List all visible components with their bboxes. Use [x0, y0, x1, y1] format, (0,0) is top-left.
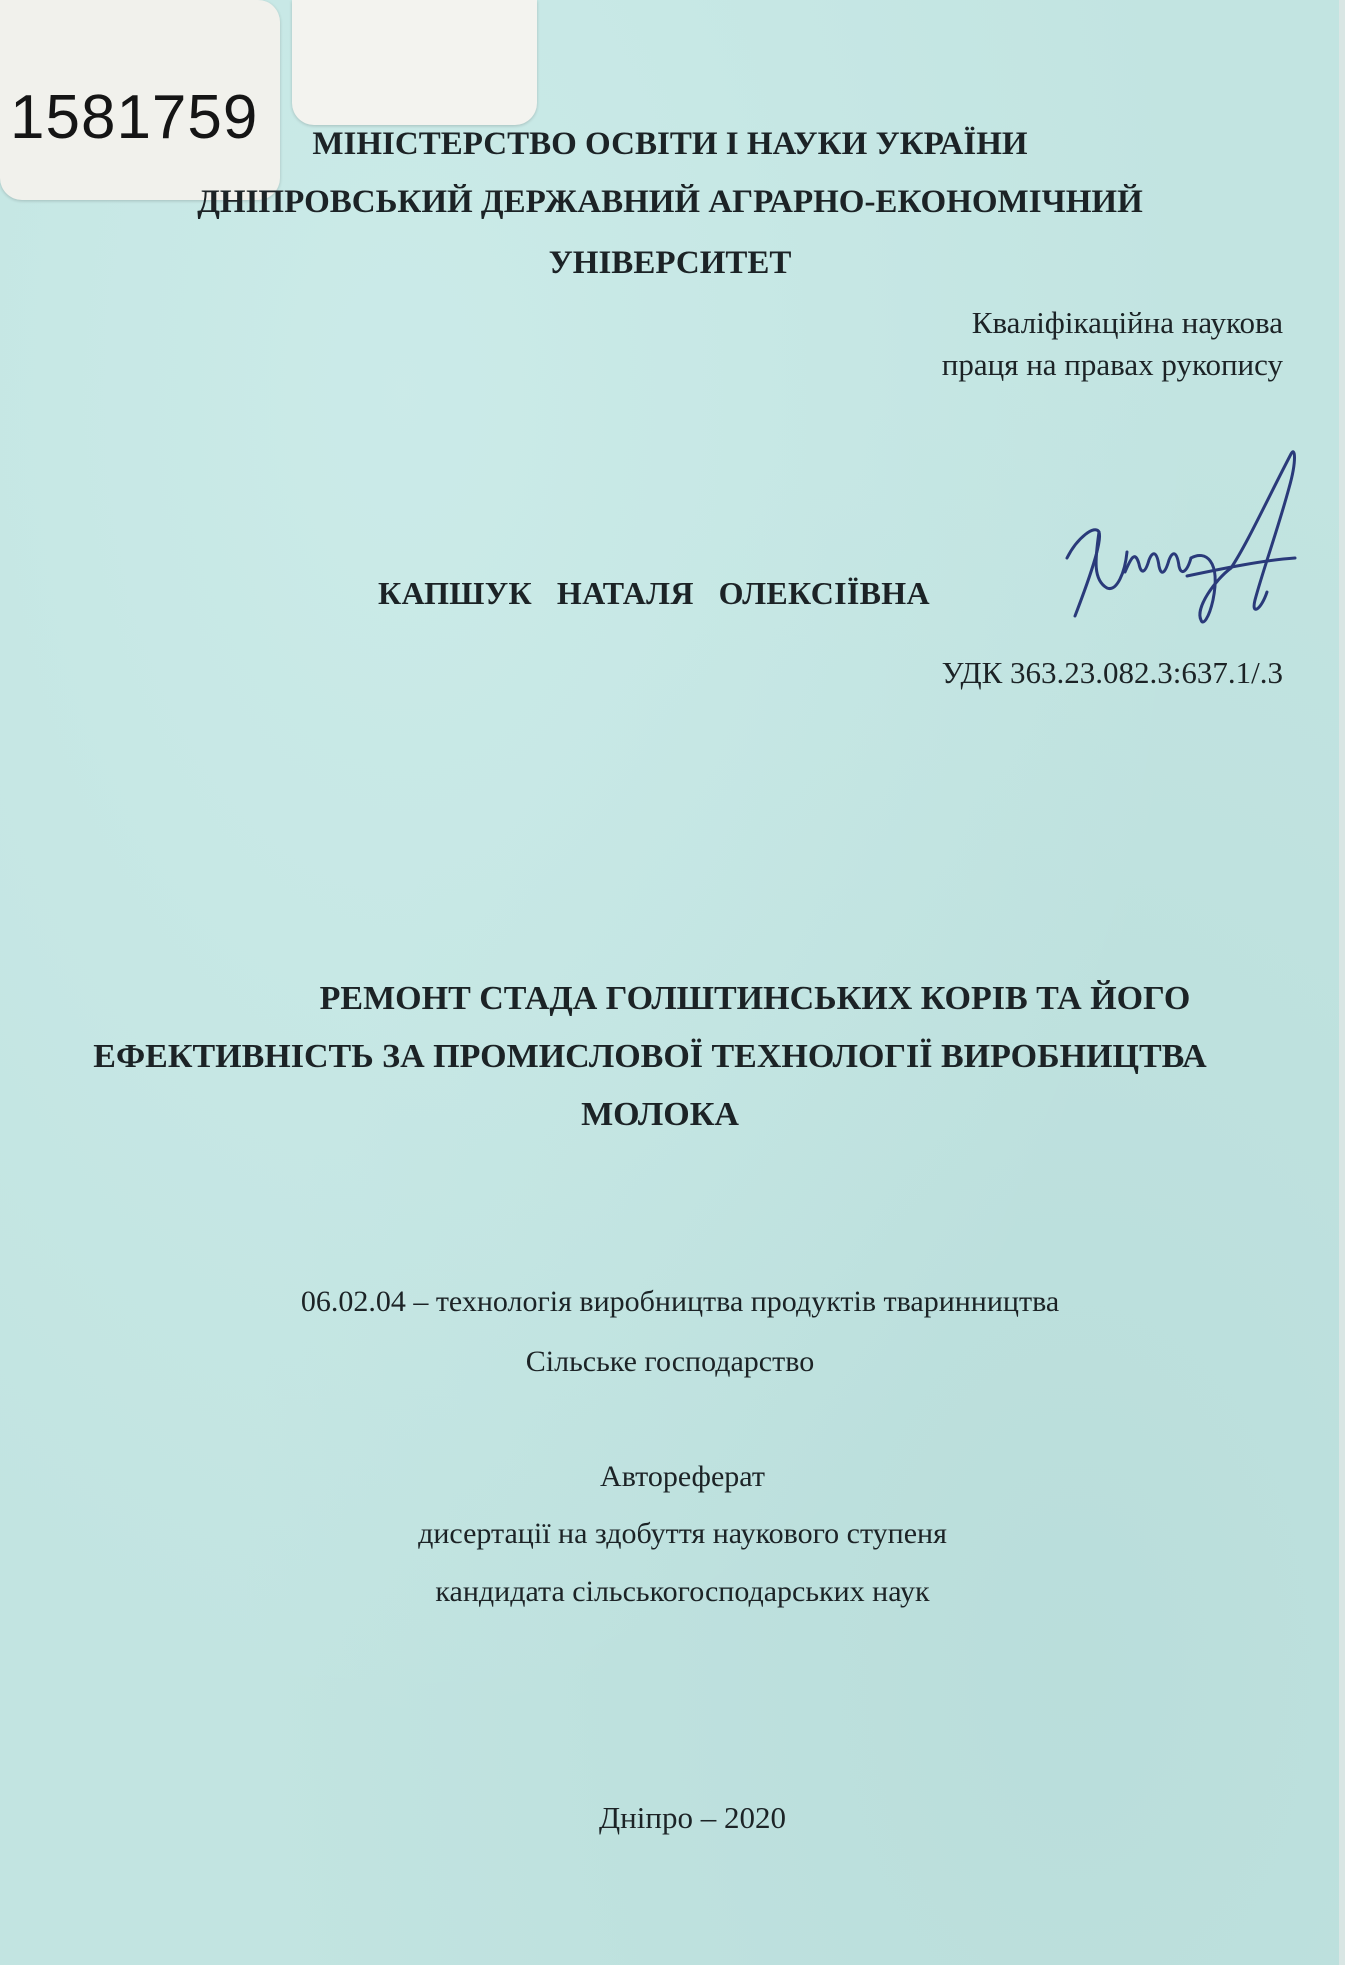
- city-year: Дніпро – 2020: [599, 1800, 786, 1835]
- abstract-label: Автореферат: [600, 1460, 765, 1493]
- manuscript-note-line2: праця на правах рукопису: [941, 347, 1283, 382]
- ministry-heading: МІНІСТЕРСТВО ОСВІТИ І НАУКИ УКРАЇНИ: [312, 126, 1028, 162]
- university-heading-line1: ДНІПРОВСЬКИЙ ДЕРЖАВНИЙ АГРАРНО-ЕКОНОМІЧНИЙ: [197, 184, 1143, 220]
- inventory-number: 1581759: [10, 83, 259, 152]
- author-name: КАПШУК НАТАЛЯ ОЛЕКСІЇВНА: [378, 575, 930, 611]
- thesis-title-line1: РЕМОНТ СТАДА ГОЛШТИНСЬКИХ КОРІВ ТА ЙОГО: [319, 980, 1191, 1017]
- manuscript-note-line1: Кваліфікаційна наукова: [971, 305, 1283, 340]
- abstract-degree-name: кандидата сільськогосподарських наук: [435, 1575, 930, 1608]
- udk-code: УДК 363.23.082.3:637.1/.3: [941, 655, 1283, 690]
- university-heading-line2: УНІВЕРСИТЕТ: [548, 245, 792, 281]
- blank-sticker: [292, 0, 537, 125]
- abstract-degree-line: дисертації на здобуття наукового ступеня: [418, 1517, 947, 1550]
- library-sticker: [0, 0, 280, 200]
- thesis-title-line2: ЕФЕКТИВНІСТЬ ЗА ПРОМИСЛОВОЇ ТЕХНОЛОГІЇ ВИРОБНИЦТВА: [93, 1038, 1207, 1075]
- specialty-field: Сільське господарство: [525, 1345, 815, 1378]
- specialty-code: 06.02.04 – технологія виробництва продуктів тваринництва: [300, 1285, 1060, 1318]
- thesis-title-line3: МОЛОКА: [581, 1096, 739, 1133]
- signature: [1055, 440, 1315, 640]
